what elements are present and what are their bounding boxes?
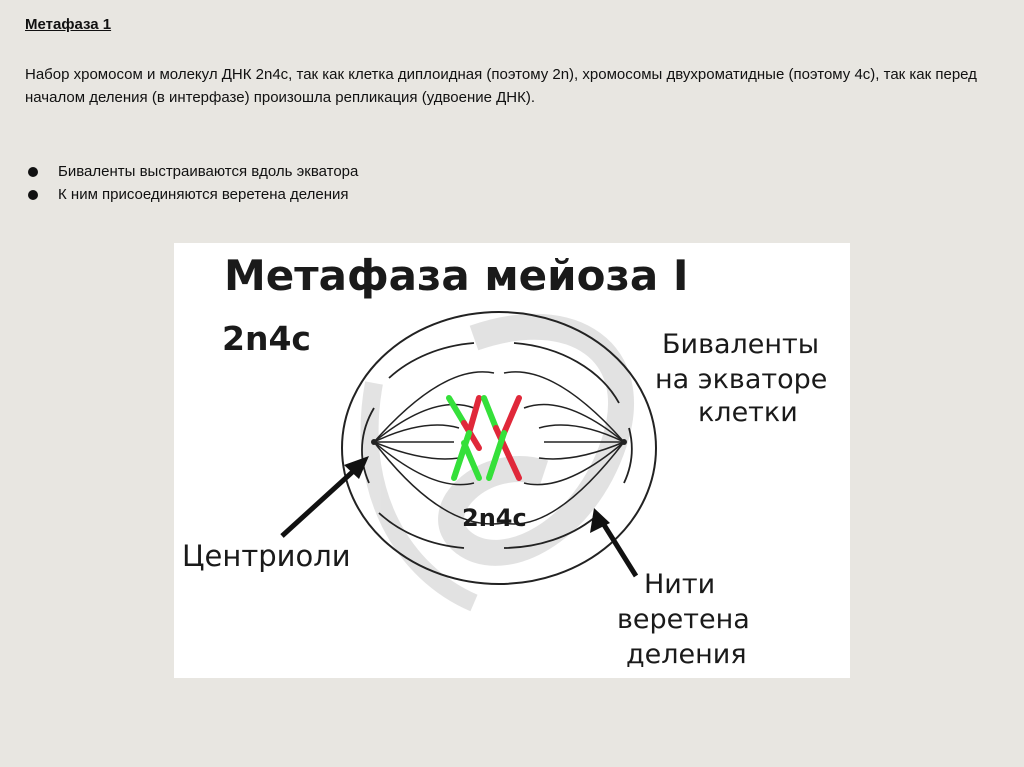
spindle-arrow [590,508,636,576]
label-spindle-line3: деления [626,639,747,670]
centriole-left [371,439,377,445]
chromatid [469,398,479,433]
bullet-text: Биваленты выстраиваются вдоль экватора [58,163,359,180]
chromatid [449,398,464,423]
centriole-right [621,439,627,445]
chromatid [484,398,496,428]
label-bivalents-line2: на экваторе [655,364,828,395]
figure-title: Метафаза мейоза I [224,251,689,300]
meiosis-diagram [174,243,850,678]
bullet-dot-icon [28,167,38,177]
bullet-item [25,160,358,183]
label-centrioles: Центриоли [182,539,351,573]
centrioles-arrow [282,456,369,536]
bullet-text: К ним присоединяются веретена деления [58,186,349,203]
label-spindle-line2: веретена [617,604,750,635]
chromatid [504,398,519,433]
bullet-dot-icon [28,190,38,200]
formula-center: 2n4c [462,504,527,532]
slide-title: Метафаза 1 [25,16,112,33]
label-spindle-line1: Нити [644,569,716,600]
meiosis-figure [174,243,850,678]
label-bivalents-line3: клетки [698,397,798,428]
bullet-item [25,183,358,206]
formula-top: 2n4c [222,319,311,358]
label-bivalents-line1: Биваленты [662,329,820,360]
slide-paragraph: Набор хромосом и молекул ДНК 2n4c, так как клетка диплоидная (поэтому 2n), хромосомы двухроматидные (поэтому 4c), так как перед началом деления (в интерфазе) произошла репликация (удвоение ДНК). [25,66,977,106]
bullet-list [25,160,358,206]
